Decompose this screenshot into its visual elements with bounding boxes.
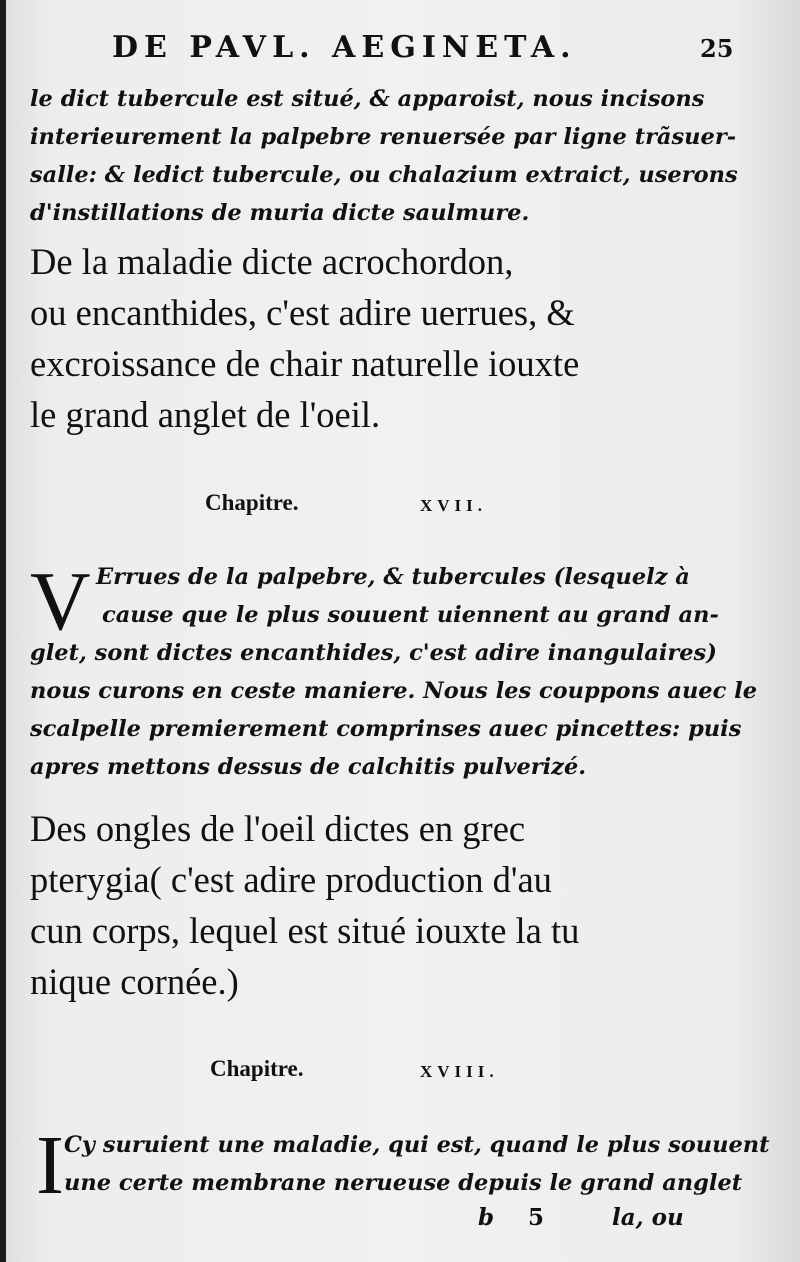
chapter-label: Chapitre. bbox=[205, 490, 299, 515]
heading-line: cun corps, lequel est situé iouxte la tu bbox=[30, 910, 580, 951]
text-line: salle: & ledict tubercule, ou chalazium extraict, userons bbox=[30, 162, 738, 188]
text-line: nous curons en ceste maniere. Nous les couppons auec le bbox=[30, 678, 758, 704]
chapter-numeral: XVIII. bbox=[420, 1062, 499, 1081]
text-line: glet, sont dictes encanthides, c'est adire inangulaires) bbox=[30, 640, 717, 666]
signature-mark: b bbox=[478, 1204, 495, 1231]
text-line: le dict tubercule est situé, & apparoist, nous incisons bbox=[30, 86, 705, 112]
text-line: d'instillations de muria dicte saulmure. bbox=[30, 200, 530, 226]
signature-number: 5 bbox=[528, 1204, 545, 1231]
paragraph-3 bbox=[64, 1126, 770, 1202]
section-heading-2 bbox=[30, 803, 690, 1007]
page-gutter-shadow bbox=[0, 0, 6, 1262]
text-line: apres mettons dessus de calchitis pulverizé. bbox=[30, 754, 587, 780]
folio-number: 25 bbox=[700, 34, 734, 63]
running-head: DE PAVL. AEGINETA. bbox=[112, 30, 577, 65]
heading-line: ou encanthides, c'est adire uerrues, & bbox=[30, 292, 575, 333]
paragraph-2 bbox=[30, 634, 758, 786]
heading-line: excroissance de chair naturelle iouxte bbox=[30, 343, 580, 384]
drop-cap: I bbox=[36, 1119, 64, 1212]
heading-line: le grand anglet de l'oeil. bbox=[30, 394, 381, 435]
text-line: cause que le plus souuent uiennent au grand an- bbox=[102, 602, 719, 628]
text-line: une certe membrane nerueuse depuis le grand anglet bbox=[64, 1170, 743, 1196]
heading-line: nique cornée.) bbox=[30, 961, 239, 1002]
text-line: Cy suruient une maladie, qui est, quand le plus souuent bbox=[64, 1132, 770, 1158]
chapter-numeral: XVII. bbox=[420, 496, 488, 515]
drop-cap: V bbox=[30, 555, 91, 648]
heading-line: pterygia( c'est adire production d'au bbox=[30, 859, 552, 900]
catchword: la, ou bbox=[612, 1204, 684, 1231]
chapter-label: Chapitre. bbox=[210, 1056, 304, 1081]
paragraph-1 bbox=[30, 80, 738, 232]
paragraph-2-indented bbox=[96, 558, 719, 634]
heading-line: Des ongles de l'oeil dictes en grec bbox=[30, 808, 526, 849]
heading-line: De la maladie dicte acrochordon, bbox=[30, 241, 514, 282]
text-line: interieurement la palpebre renuersée par ligne trãsuer- bbox=[30, 124, 737, 150]
section-heading-1 bbox=[30, 236, 690, 440]
text-line: Errues de la palpebre, & tubercules (lesquelz à bbox=[96, 564, 690, 590]
text-line: scalpelle premierement comprinses auec pincettes: puis bbox=[30, 716, 742, 742]
